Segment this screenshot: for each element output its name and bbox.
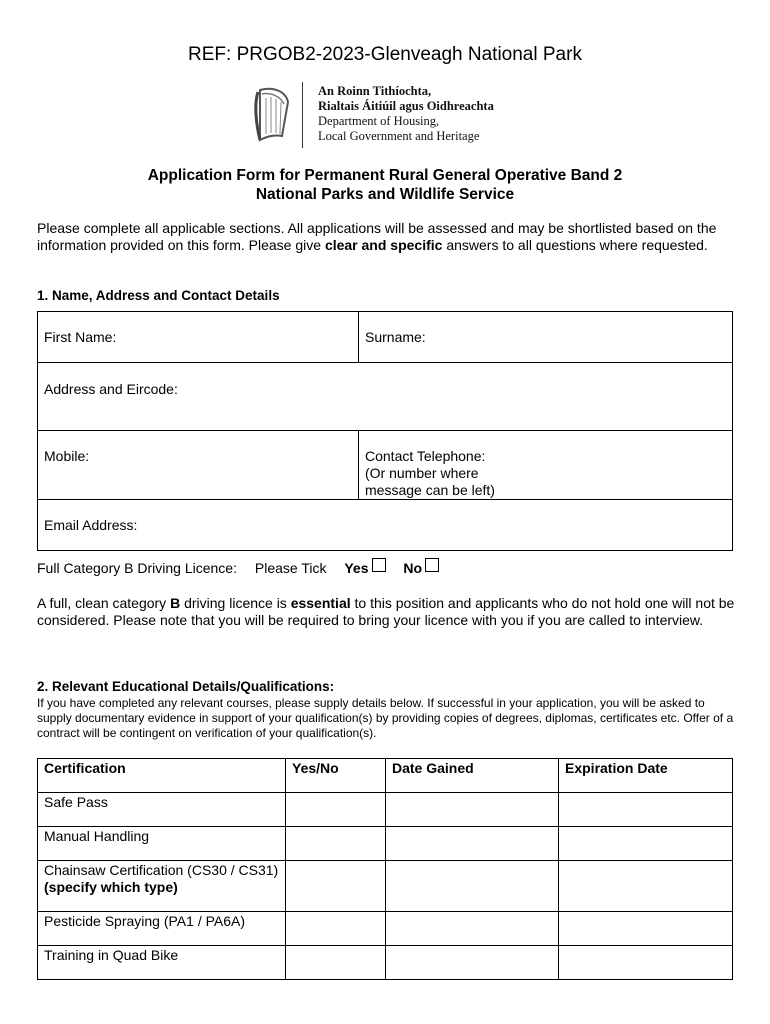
intro-text-1: Please complete all applicable sections. All applications will be assessed and may be shortlisted based on the information provided on this form. Please give (37, 220, 717, 253)
chainsaw-specify: (specify which type) (44, 879, 178, 895)
licence-yes-checkbox[interactable] (372, 558, 386, 572)
address-label: Address and Eircode: (44, 381, 178, 397)
pesticide-date-cell[interactable] (386, 912, 559, 946)
harp-icon (252, 84, 292, 144)
please-tick-label: Please Tick (254, 560, 327, 576)
email-label: Email Address: (44, 517, 138, 533)
driving-licence-row (37, 558, 439, 576)
chainsaw-label: Chainsaw Certification (CS30 / CS31) (44, 862, 279, 878)
licence-label: Full Category B Driving Licence: (37, 560, 237, 576)
safe-pass-date-cell[interactable] (386, 793, 559, 827)
form-title (0, 166, 770, 204)
table-row (38, 912, 733, 946)
table-row (38, 793, 733, 827)
licence-note-text-2: driving licence is (180, 595, 291, 611)
intro-paragraph (37, 220, 737, 254)
row-label-quad-bike: Training in Quad Bike (38, 946, 286, 980)
intro-text-2: answers to all questions where requested. (442, 237, 708, 253)
licence-note-text-3: to this position and applicants who do not hold one will not be considered. Please note that you will be required to bring your licence with you if you are called to interview. (37, 595, 735, 628)
chainsaw-expiry-cell[interactable] (559, 861, 733, 912)
licence-no-label: No (403, 560, 423, 576)
contact-telephone-label: Contact Telephone: (365, 448, 486, 464)
chainsaw-date-cell[interactable] (386, 861, 559, 912)
email-field[interactable] (38, 500, 733, 551)
department-name (318, 84, 494, 144)
section-1-heading: 1. Name, Address and Contact Details (37, 288, 280, 303)
reference-number: REF: PRGOB2-2023-Glenveagh National Park (188, 44, 582, 65)
col-header-yes-no: Yes/No (286, 759, 386, 793)
surname-label: Surname: (365, 329, 426, 345)
licence-note-text-1: A full, clean category (37, 595, 171, 611)
col-header-expiration-date: Expiration Date (559, 759, 733, 793)
form-title-line-1: Application Form for Permanent Rural General Operative Band 2 (147, 167, 623, 184)
pesticide-expiry-cell[interactable] (559, 912, 733, 946)
department-logo (252, 80, 532, 150)
quad-bike-date-cell[interactable] (386, 946, 559, 980)
safe-pass-expiry-cell[interactable] (559, 793, 733, 827)
row-label-chainsaw (38, 861, 286, 912)
licence-yes-label: Yes (344, 560, 369, 576)
mobile-field[interactable] (38, 431, 359, 500)
dept-name-english-1: Department of Housing, (318, 114, 440, 128)
row-label-manual-handling: Manual Handling (38, 827, 286, 861)
quad-bike-expiry-cell[interactable] (559, 946, 733, 980)
dept-name-irish-1: An Roinn Tithíochta, (318, 84, 432, 98)
pesticide-yes-no-cell[interactable] (286, 912, 386, 946)
manual-handling-expiry-cell[interactable] (559, 827, 733, 861)
dept-name-english-2: Local Government and Heritage (318, 129, 480, 143)
logo-divider (302, 82, 303, 148)
form-title-line-2: National Parks and Wildlife Service (255, 186, 515, 203)
col-header-date-gained: Date Gained (386, 759, 559, 793)
mobile-label: Mobile: (44, 448, 90, 464)
contact-telephone-hint-1: (Or number where (365, 465, 479, 481)
education-note: If you have completed any relevant courses, please supply details below. If successful in your application, you will be asked to supply documentary evidence in support of your qualification(s) by providing copies of degrees, diplomas, certificates etc. Offer of a contract will be contingent on verification of your qualification(s). (37, 696, 734, 740)
intro-emphasis: clear and specific (324, 237, 443, 253)
chainsaw-yes-no-cell[interactable] (286, 861, 386, 912)
address-field[interactable] (38, 363, 733, 431)
contact-telephone-hint-2: message can be left) (365, 482, 495, 498)
table-row (38, 827, 733, 861)
col-header-certification: Certification (38, 759, 286, 793)
dept-name-irish-2: Rialtais Áitiúil agus Oidhreachta (318, 99, 494, 113)
licence-note-b: B (170, 595, 181, 611)
licence-note-essential: essential (290, 595, 351, 611)
manual-handling-date-cell[interactable] (386, 827, 559, 861)
row-label-pesticide: Pesticide Spraying (PA1 / PA6A) (38, 912, 286, 946)
qualifications-table (37, 758, 733, 980)
safe-pass-yes-no-cell[interactable] (286, 793, 386, 827)
contact-telephone-field[interactable] (359, 431, 733, 500)
licence-note (37, 595, 737, 629)
manual-handling-yes-no-cell[interactable] (286, 827, 386, 861)
table-row (38, 946, 733, 980)
table-row (38, 861, 733, 912)
contact-details-table (37, 311, 733, 551)
first-name-field[interactable] (38, 312, 359, 363)
row-label-safe-pass: Safe Pass (38, 793, 286, 827)
quad-bike-yes-no-cell[interactable] (286, 946, 386, 980)
first-name-label: First Name: (44, 329, 117, 345)
section-2-heading: 2. Relevant Educational Details/Qualifications: (37, 679, 335, 694)
licence-no-checkbox[interactable] (425, 558, 439, 572)
surname-field[interactable] (359, 312, 733, 363)
